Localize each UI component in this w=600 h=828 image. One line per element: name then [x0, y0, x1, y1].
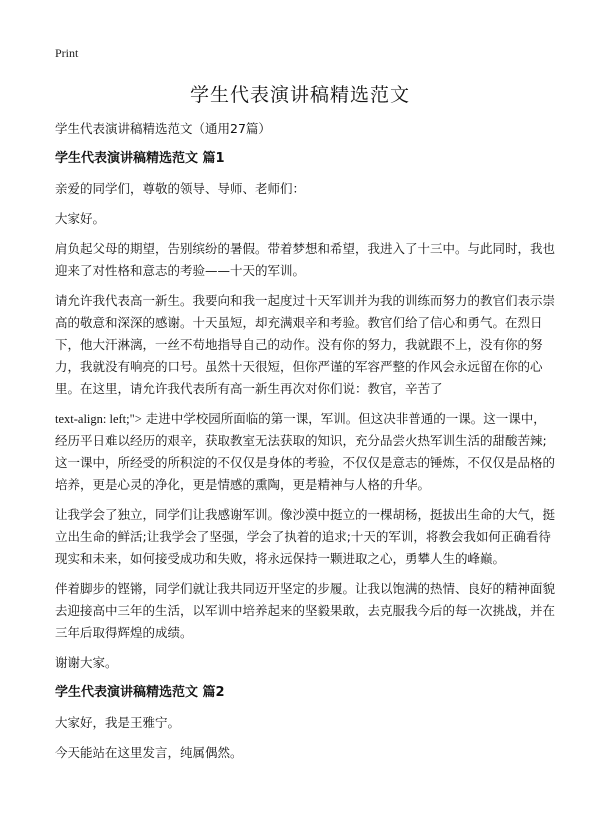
- document-title: 学生代表演讲稿精选范文: [189, 84, 410, 106]
- paragraph-first-lesson: [55, 408, 555, 496]
- document-subtitle: 学生代表演讲稿精选范文（通用27篇）: [55, 121, 271, 136]
- section-1-heading: 学生代表演讲稿精选范文 篇1: [55, 151, 225, 166]
- paragraph-closing: 谢谢大家。: [55, 655, 118, 670]
- section-2-heading: 学生代表演讲稿精选范文 篇2: [55, 685, 225, 700]
- code-fragment: text-align: left;">: [55, 412, 142, 426]
- document-body: [55, 118, 555, 772]
- paragraph-self-intro: 大家好，我是王雅宁。: [55, 715, 181, 730]
- paragraph-independence: 让我学会了独立，同学们让我感谢军训。像沙漠中挺立的一棵胡杨，挺拔出生命的大气，挺立出生命的鲜活;让我学会了坚强，学会了执着的追求;十天的军训，将教会我如何正确看待现实和未来，如何接受成功和失败，将永远保持一颗进取之心，勇攀人生的峰巅。: [55, 507, 556, 566]
- paragraph-footsteps: 伴着脚步的铿锵，同学们就让我共同迈开坚定的步履。让我以饱满的热情、良好的精神面貌去迎接高中三年的生活，以军训中培养起来的坚毅果敢，去克服我今后的每一次挑战，并在三年后取得辉煌的成绩。: [55, 581, 556, 640]
- print-label: Print: [55, 46, 79, 60]
- first-lesson-text: 走进中学校园所面临的第一课，军训。但这决非普通的一课。这一课中，经历平日难以经历的艰辛，获取教室无法获取的知识，充分品尝火热军训生活的甜酸苦辣;这一课中，所经受的所积淀的不仅仅是身体的考验，不仅仅是意志的锤炼，不仅仅是品格的培养，更是心灵的净化，更是情感的熏陶，更是精神与人格的升华。: [55, 411, 556, 492]
- paragraph-thanks-instructors: 请允许我代表高一新生。我要向和我一起度过十天军训并为我的训练而努力的教官们表示崇高的敬意和深深的感谢。十天虽短，却充满艰辛和考验。教官们给了信心和勇气。在烈日下，他大汗淋漓，一丝不苟地指导自己的动作。没有你的努力，我就跟不上，没有你的努力，我就没有响亮的口号。虽然十天很短，但你严谨的军容严整的作风会永远留在你的心里。在这里，请允许我代表所有高一新生再次对你们说：教官，辛苦了: [55, 293, 556, 396]
- paragraph-hello: 大家好。: [55, 211, 106, 226]
- paragraph-by-chance: 今天能站在这里发言，纯属偶然。: [55, 745, 243, 760]
- paragraph-greeting: 亲爱的同学们，尊敬的领导、导师、老师们：: [55, 181, 306, 196]
- paragraph-intro: 肩负起父母的期望，告别缤纷的暑假。带着梦想和希望，我进入了十三中。与此同时，我也迎来了对性格和意志的考验——十天的军训。: [55, 241, 556, 278]
